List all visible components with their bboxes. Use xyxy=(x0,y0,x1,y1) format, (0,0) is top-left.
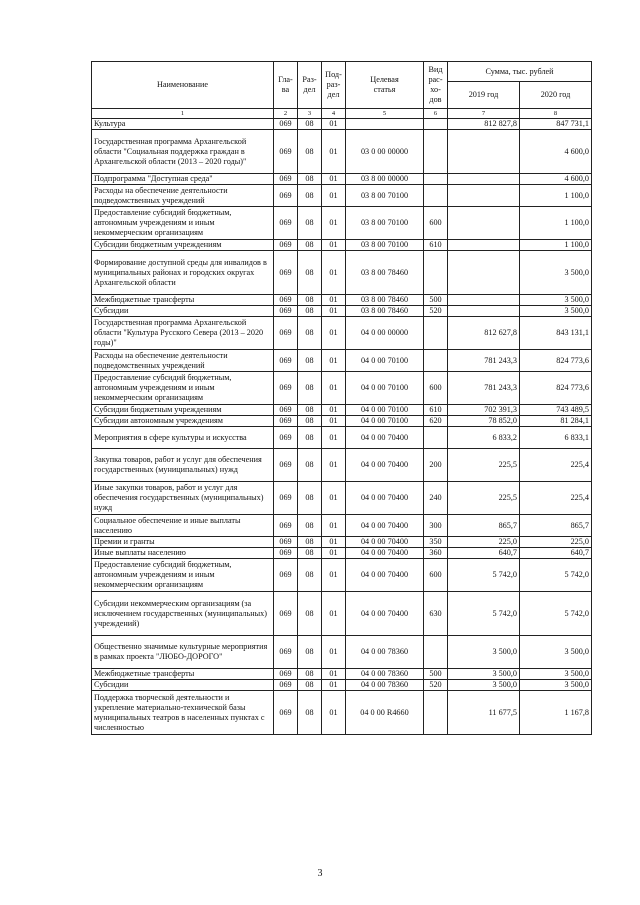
col-number: 6 xyxy=(424,109,448,119)
cell-2020: 1 100,0 xyxy=(520,185,592,207)
table-row xyxy=(92,295,592,306)
cell-target: 04 0 00 70100 xyxy=(346,416,424,427)
cell-2020: 824 773,6 xyxy=(520,350,592,372)
cell-vid xyxy=(424,427,448,449)
cell-vid xyxy=(424,174,448,185)
cell-2019 xyxy=(448,130,520,174)
cell-podrazdel: 01 xyxy=(322,185,346,207)
cell-2019: 812 627,8 xyxy=(448,317,520,350)
cell-2020: 847 731,1 xyxy=(520,119,592,130)
cell-name: Закупка товаров, работ и услуг для обеспечения государственных (муниципальных) нужд xyxy=(92,449,274,482)
header-row xyxy=(92,62,592,82)
cell-glava: 069 xyxy=(274,680,298,691)
cell-name: Культура xyxy=(92,119,274,130)
cell-target: 03 8 00 70100 xyxy=(346,207,424,240)
budget-table xyxy=(91,61,592,735)
cell-vid: 520 xyxy=(424,680,448,691)
cell-glava: 069 xyxy=(274,449,298,482)
table-row xyxy=(92,350,592,372)
cell-glava: 069 xyxy=(274,592,298,636)
table-row xyxy=(92,306,592,317)
cell-vid: 600 xyxy=(424,207,448,240)
cell-razdel: 08 xyxy=(298,251,322,295)
cell-2019: 865,7 xyxy=(448,515,520,537)
cell-2020: 3 500,0 xyxy=(520,251,592,295)
cell-name: Предоставление субсидий бюджетным, автономным учреждениям и иным некоммерческим организациям xyxy=(92,559,274,592)
cell-name: Субсидии xyxy=(92,680,274,691)
col-number: 8 xyxy=(520,109,592,119)
cell-podrazdel: 01 xyxy=(322,680,346,691)
cell-2019 xyxy=(448,240,520,251)
cell-name: Государственная программа Архангельской области "Культура Русского Севера (2013 – 2020 годы)" xyxy=(92,317,274,350)
cell-razdel: 08 xyxy=(298,482,322,515)
cell-podrazdel: 01 xyxy=(322,306,346,317)
cell-vid: 600 xyxy=(424,559,448,592)
cell-target xyxy=(346,119,424,130)
cell-glava: 069 xyxy=(274,119,298,130)
cell-2020: 81 284,1 xyxy=(520,416,592,427)
cell-razdel: 08 xyxy=(298,416,322,427)
cell-2020: 843 131,1 xyxy=(520,317,592,350)
cell-podrazdel: 01 xyxy=(322,427,346,449)
cell-2019: 3 500,0 xyxy=(448,669,520,680)
cell-razdel: 08 xyxy=(298,449,322,482)
table-row xyxy=(92,119,592,130)
cell-name: Формирование доступной среды для инвалидов в муниципальных районах и городских округах Архангельской области xyxy=(92,251,274,295)
cell-target: 04 0 00 70400 xyxy=(346,515,424,537)
cell-target: 03 8 00 78460 xyxy=(346,295,424,306)
cell-glava: 069 xyxy=(274,130,298,174)
cell-vid: 630 xyxy=(424,592,448,636)
cell-glava: 069 xyxy=(274,350,298,372)
header-target: Целевая статья xyxy=(346,62,424,109)
cell-2019 xyxy=(448,185,520,207)
cell-glava: 069 xyxy=(274,240,298,251)
table-row xyxy=(92,482,592,515)
table-body xyxy=(92,119,592,735)
cell-vid: 360 xyxy=(424,548,448,559)
cell-2020: 1 167,8 xyxy=(520,691,592,735)
cell-razdel: 08 xyxy=(298,636,322,669)
cell-2019: 225,5 xyxy=(448,482,520,515)
col-number: 4 xyxy=(322,109,346,119)
cell-glava: 069 xyxy=(274,559,298,592)
cell-razdel: 08 xyxy=(298,537,322,548)
cell-razdel: 08 xyxy=(298,691,322,735)
cell-2019 xyxy=(448,207,520,240)
cell-podrazdel: 01 xyxy=(322,240,346,251)
cell-name: Общественно значимые культурные мероприятия в рамках проекта "ЛЮБО-ДОРОГО" xyxy=(92,636,274,669)
cell-razdel: 08 xyxy=(298,515,322,537)
cell-target: 04 0 00 78360 xyxy=(346,680,424,691)
table-row xyxy=(92,405,592,416)
cell-name: Субсидии xyxy=(92,306,274,317)
cell-target: 03 8 00 70100 xyxy=(346,240,424,251)
cell-glava: 069 xyxy=(274,482,298,515)
cell-target: 04 0 00 78360 xyxy=(346,669,424,680)
cell-2019: 640,7 xyxy=(448,548,520,559)
table-row xyxy=(92,416,592,427)
cell-vid: 600 xyxy=(424,372,448,405)
cell-2019: 702 391,3 xyxy=(448,405,520,416)
cell-razdel: 08 xyxy=(298,317,322,350)
cell-razdel: 08 xyxy=(298,372,322,405)
cell-target: 04 0 00 70400 xyxy=(346,482,424,515)
cell-2020: 640,7 xyxy=(520,548,592,559)
cell-2020: 225,4 xyxy=(520,482,592,515)
cell-target: 04 0 00 70100 xyxy=(346,350,424,372)
cell-podrazdel: 01 xyxy=(322,548,346,559)
cell-razdel: 08 xyxy=(298,592,322,636)
cell-target: 04 0 00 70400 xyxy=(346,427,424,449)
cell-razdel: 08 xyxy=(298,119,322,130)
header-vid: Вид рас- хо- дов xyxy=(424,62,448,109)
cell-2020: 3 500,0 xyxy=(520,680,592,691)
cell-glava: 069 xyxy=(274,185,298,207)
cell-name: Иные закупки товаров, работ и услуг для обеспечения государственных (муниципальных) нужд xyxy=(92,482,274,515)
cell-razdel: 08 xyxy=(298,130,322,174)
cell-target: 04 0 00 R4660 xyxy=(346,691,424,735)
cell-target: 04 0 00 70100 xyxy=(346,405,424,416)
cell-2019 xyxy=(448,251,520,295)
cell-name: Премии и гранты xyxy=(92,537,274,548)
cell-podrazdel: 01 xyxy=(322,691,346,735)
cell-podrazdel: 01 xyxy=(322,317,346,350)
cell-podrazdel: 01 xyxy=(322,295,346,306)
cell-glava: 069 xyxy=(274,251,298,295)
cell-vid xyxy=(424,636,448,669)
table-row xyxy=(92,174,592,185)
col-number: 3 xyxy=(298,109,322,119)
cell-2020: 225,0 xyxy=(520,537,592,548)
cell-podrazdel: 01 xyxy=(322,350,346,372)
cell-podrazdel: 01 xyxy=(322,372,346,405)
cell-podrazdel: 01 xyxy=(322,251,346,295)
cell-target: 03 8 00 00000 xyxy=(346,174,424,185)
cell-razdel: 08 xyxy=(298,548,322,559)
table-row xyxy=(92,130,592,174)
cell-vid xyxy=(424,185,448,207)
cell-target: 04 0 00 70100 xyxy=(346,372,424,405)
cell-glava: 069 xyxy=(274,669,298,680)
cell-2019 xyxy=(448,295,520,306)
cell-target: 03 8 00 70100 xyxy=(346,185,424,207)
cell-vid: 500 xyxy=(424,295,448,306)
cell-podrazdel: 01 xyxy=(322,515,346,537)
cell-podrazdel: 01 xyxy=(322,130,346,174)
cell-glava: 069 xyxy=(274,427,298,449)
table-row xyxy=(92,372,592,405)
cell-target: 04 0 00 70400 xyxy=(346,548,424,559)
header-sum: Сумма, тыс. рублей xyxy=(448,62,592,82)
cell-target: 04 0 00 00000 xyxy=(346,317,424,350)
header-name: Наименование xyxy=(92,62,274,109)
cell-2020: 225,4 xyxy=(520,449,592,482)
cell-2020: 5 742,0 xyxy=(520,559,592,592)
cell-2019: 5 742,0 xyxy=(448,559,520,592)
col-number: 7 xyxy=(448,109,520,119)
cell-vid xyxy=(424,130,448,174)
cell-vid: 610 xyxy=(424,405,448,416)
cell-target: 03 8 00 78460 xyxy=(346,306,424,317)
cell-name: Социальное обеспечение и иные выплаты населению xyxy=(92,515,274,537)
cell-name: Субсидии бюджетным учреждениям xyxy=(92,405,274,416)
header-2020: 2020 год xyxy=(520,82,592,109)
cell-name: Подпрограмма "Доступная среда" xyxy=(92,174,274,185)
table-row xyxy=(92,559,592,592)
cell-glava: 069 xyxy=(274,537,298,548)
cell-2020: 6 833,1 xyxy=(520,427,592,449)
table-row xyxy=(92,449,592,482)
cell-name: Субсидии некоммерческим организациям (за исключением государственных (муниципальных) учреждений) xyxy=(92,592,274,636)
cell-vid xyxy=(424,350,448,372)
col-number: 2 xyxy=(274,109,298,119)
cell-name: Субсидии бюджетным учреждениям xyxy=(92,240,274,251)
cell-podrazdel: 01 xyxy=(322,669,346,680)
cell-podrazdel: 01 xyxy=(322,537,346,548)
cell-razdel: 08 xyxy=(298,350,322,372)
cell-target: 04 0 00 70400 xyxy=(346,559,424,592)
table-row xyxy=(92,185,592,207)
cell-glava: 069 xyxy=(274,174,298,185)
cell-2020: 4 600,0 xyxy=(520,174,592,185)
cell-target: 03 8 00 78460 xyxy=(346,251,424,295)
col-number: 5 xyxy=(346,109,424,119)
cell-razdel: 08 xyxy=(298,680,322,691)
cell-name: Поддержка творческой деятельности и укрепление материально-технической базы муниципальных театров в населенных пунктах с численностью xyxy=(92,691,274,735)
cell-target: 04 0 00 78360 xyxy=(346,636,424,669)
column-numbers-row xyxy=(92,109,592,119)
cell-2019: 3 500,0 xyxy=(448,680,520,691)
cell-name: Субсидии автономным учреждениям xyxy=(92,416,274,427)
cell-razdel: 08 xyxy=(298,427,322,449)
cell-podrazdel: 01 xyxy=(322,592,346,636)
cell-target: 03 0 00 00000 xyxy=(346,130,424,174)
cell-vid: 620 xyxy=(424,416,448,427)
cell-vid xyxy=(424,691,448,735)
cell-2020: 3 500,0 xyxy=(520,306,592,317)
cell-name: Межбюджетные трансферты xyxy=(92,669,274,680)
table-row xyxy=(92,207,592,240)
cell-2020: 824 773,6 xyxy=(520,372,592,405)
table-row xyxy=(92,515,592,537)
cell-2019: 6 833,2 xyxy=(448,427,520,449)
cell-glava: 069 xyxy=(274,405,298,416)
cell-2019: 3 500,0 xyxy=(448,636,520,669)
cell-razdel: 08 xyxy=(298,240,322,251)
cell-vid xyxy=(424,251,448,295)
cell-2019: 225,0 xyxy=(448,537,520,548)
table-row xyxy=(92,251,592,295)
cell-2020: 3 500,0 xyxy=(520,295,592,306)
cell-razdel: 08 xyxy=(298,306,322,317)
cell-razdel: 08 xyxy=(298,559,322,592)
cell-name: Предоставление субсидий бюджетным, автономным учреждениям и иным некоммерческим организациям xyxy=(92,207,274,240)
cell-razdel: 08 xyxy=(298,174,322,185)
cell-name: Государственная программа Архангельской области "Социальная поддержка граждан в Архангельской области (2013 – 2020 годы)" xyxy=(92,130,274,174)
cell-2020: 743 489,5 xyxy=(520,405,592,416)
cell-glava: 069 xyxy=(274,295,298,306)
cell-2019: 225,5 xyxy=(448,449,520,482)
cell-razdel: 08 xyxy=(298,207,322,240)
table-row xyxy=(92,680,592,691)
cell-2020: 1 100,0 xyxy=(520,207,592,240)
cell-2020: 1 100,0 xyxy=(520,240,592,251)
cell-target: 04 0 00 70400 xyxy=(346,537,424,548)
cell-target: 04 0 00 70400 xyxy=(346,592,424,636)
cell-name: Мероприятия в сфере культуры и искусства xyxy=(92,427,274,449)
cell-2019: 78 852,0 xyxy=(448,416,520,427)
cell-podrazdel: 01 xyxy=(322,482,346,515)
cell-name: Предоставление субсидий бюджетным, автономным учреждениям и иным некоммерческим организациям xyxy=(92,372,274,405)
table-row xyxy=(92,548,592,559)
cell-2020: 3 500,0 xyxy=(520,669,592,680)
cell-2019: 812 827,8 xyxy=(448,119,520,130)
table-row xyxy=(92,592,592,636)
table-row xyxy=(92,669,592,680)
cell-podrazdel: 01 xyxy=(322,405,346,416)
cell-razdel: 08 xyxy=(298,185,322,207)
cell-glava: 069 xyxy=(274,372,298,405)
cell-2020: 4 600,0 xyxy=(520,130,592,174)
cell-2019: 5 742,0 xyxy=(448,592,520,636)
table-row xyxy=(92,636,592,669)
cell-glava: 069 xyxy=(274,548,298,559)
cell-glava: 069 xyxy=(274,416,298,427)
cell-2019 xyxy=(448,174,520,185)
table-row xyxy=(92,537,592,548)
cell-glava: 069 xyxy=(274,207,298,240)
cell-vid: 240 xyxy=(424,482,448,515)
header-podrazdel: Под- раз- дел xyxy=(322,62,346,109)
cell-podrazdel: 01 xyxy=(322,449,346,482)
header-razdel: Раз- дел xyxy=(298,62,322,109)
cell-podrazdel: 01 xyxy=(322,119,346,130)
header-glava: Гла- ва xyxy=(274,62,298,109)
cell-razdel: 08 xyxy=(298,295,322,306)
cell-name: Расходы на обеспечение деятельности подведомственных учреждений xyxy=(92,185,274,207)
table-row xyxy=(92,427,592,449)
cell-vid xyxy=(424,119,448,130)
cell-podrazdel: 01 xyxy=(322,416,346,427)
cell-vid: 520 xyxy=(424,306,448,317)
cell-2019 xyxy=(448,306,520,317)
cell-2019: 781 243,3 xyxy=(448,372,520,405)
cell-glava: 069 xyxy=(274,317,298,350)
cell-2020: 865,7 xyxy=(520,515,592,537)
page-number: 3 xyxy=(317,868,323,879)
cell-vid xyxy=(424,317,448,350)
table-row xyxy=(92,317,592,350)
cell-vid: 350 xyxy=(424,537,448,548)
cell-target: 04 0 00 70400 xyxy=(346,449,424,482)
cell-vid: 610 xyxy=(424,240,448,251)
cell-2019: 781 243,3 xyxy=(448,350,520,372)
cell-podrazdel: 01 xyxy=(322,174,346,185)
cell-2019: 11 677,5 xyxy=(448,691,520,735)
cell-glava: 069 xyxy=(274,306,298,317)
cell-podrazdel: 01 xyxy=(322,636,346,669)
cell-glava: 069 xyxy=(274,636,298,669)
cell-glava: 069 xyxy=(274,515,298,537)
table-row xyxy=(92,691,592,735)
cell-vid: 500 xyxy=(424,669,448,680)
header-2019: 2019 год xyxy=(448,82,520,109)
cell-name: Иные выплаты населению xyxy=(92,548,274,559)
cell-razdel: 08 xyxy=(298,405,322,416)
cell-vid: 300 xyxy=(424,515,448,537)
cell-vid: 200 xyxy=(424,449,448,482)
cell-name: Расходы на обеспечение деятельности подведомственных учреждений xyxy=(92,350,274,372)
cell-podrazdel: 01 xyxy=(322,207,346,240)
cell-glava: 069 xyxy=(274,691,298,735)
col-number: 1 xyxy=(92,109,274,119)
cell-razdel: 08 xyxy=(298,669,322,680)
table-row xyxy=(92,240,592,251)
cell-podrazdel: 01 xyxy=(322,559,346,592)
cell-2020: 3 500,0 xyxy=(520,636,592,669)
cell-name: Межбюджетные трансферты xyxy=(92,295,274,306)
cell-2020: 5 742,0 xyxy=(520,592,592,636)
